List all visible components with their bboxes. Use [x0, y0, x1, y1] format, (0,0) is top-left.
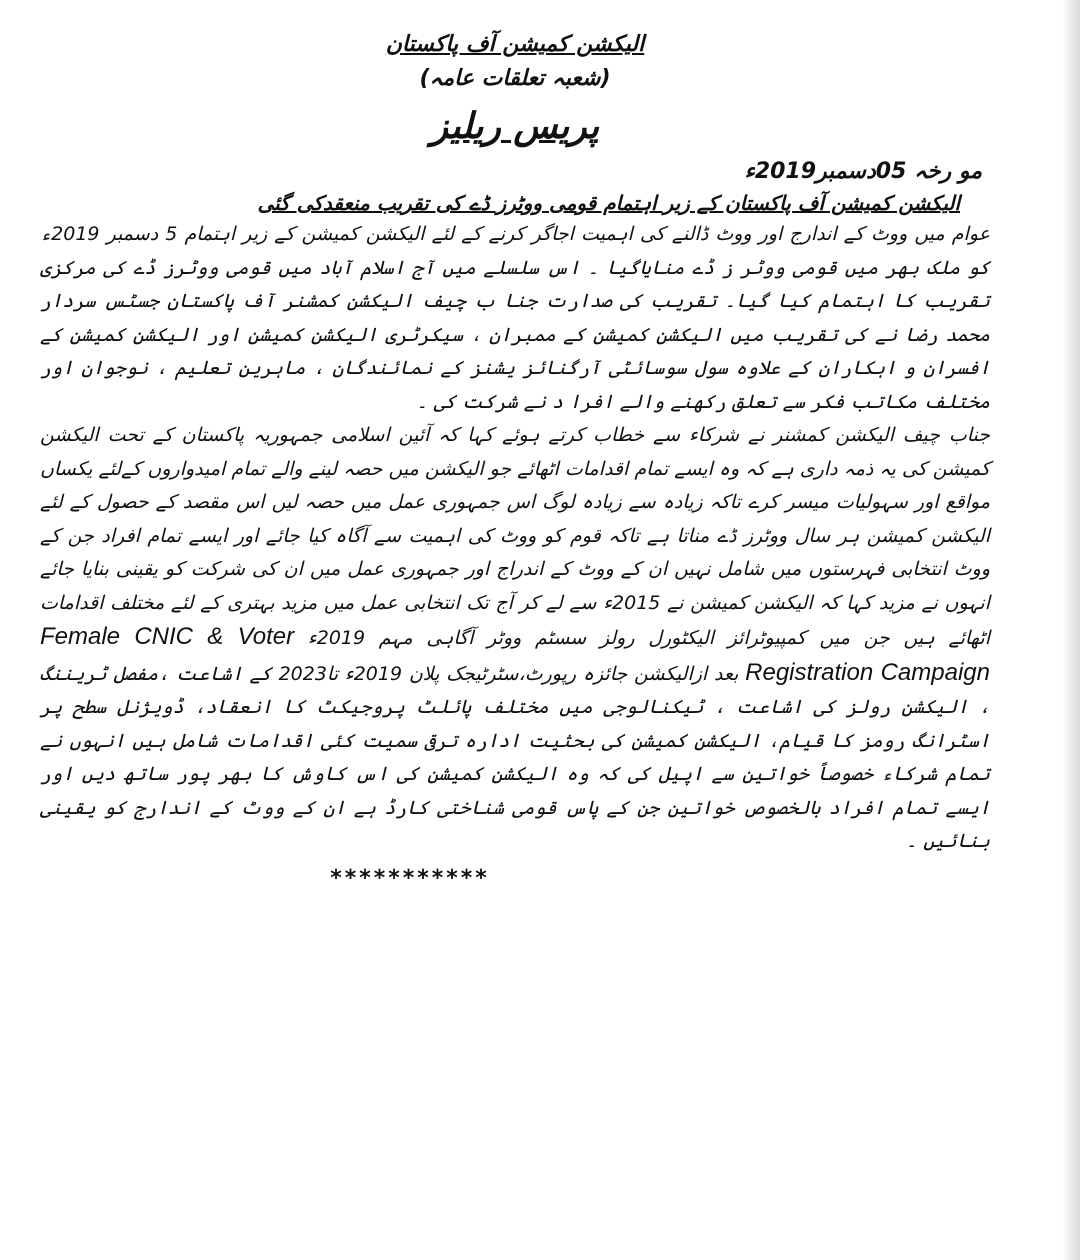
- news-headline: الیکشن کمیشن آف پاکستان کے زیر اہتمام قومی ووٹرز ڈے کی تقریب منعقدکی گئی: [257, 191, 960, 215]
- page-edge-shadow: [1062, 0, 1080, 1260]
- paragraph-2-part-1: جناب چیف الیکشن کمشنر نے شرکاء سے خطاب کرتے ہوئے کہا کہ آئین اسلامی جمہوریہ پاکستان کے تحت الیکشن کمیشن کی یہ ذمہ داری ہے کہ وہ ایسے تمام اقدامات اٹھائے جو الیکشن میں حصہ لینے والے تمام امیدواروں کےلئے یکساں مواقع اور سہولیات میسر کرے تاکہ زیادہ سے زیادہ لوگ اس جمہوری عمل میں حصہ لیں اس مقصد کے حصول کے لئے الیکشن کمیشن ہر سال ووٹرز ڈے مناتا ہے تاکہ قوم کو ووٹ کی اہمیت سے آگاہ کیا جائے اور ایسے تمام افراد جن کے ووٹ انتخابی فہرستوں میں شامل نہیں ان کے ووٹ کے اندراج اور جمہوری عمل میں ان کی شرکت کو یقینی بنایا جائے انہوں نے مزید کہا کہ الیکشن کمیشن نے 2015ء سے لے کر آج تک انتخابی عمل میں مزید بہتری کے لئے مختلف اقدامات اٹھائے ہیں جن میں کمپیوٹرائز الیکٹورل رولز سسٹم ووٹر آگاہی مہم 2019ء: [40, 424, 991, 649]
- department-title: (شعبہ تعلقات عامہ): [419, 66, 611, 91]
- end-marker: ***********: [330, 865, 490, 891]
- document-body: [40, 28, 990, 895]
- paragraph-2: [40, 419, 990, 859]
- organization-title: الیکشن کمیشن آف پاکستان: [385, 32, 645, 57]
- campaign-name-english: Female CNIC & Voter Registration Campaign: [40, 623, 990, 686]
- paragraph-1: عوام میں ووٹ کے اندارج اور ووٹ ڈالنے کی اہمیت اجاگر کرنے کے لئے الیکشن کمیشن کے زیر اہتمام 5 دسمبر 2019ء کو ملک بھر میں قومی ووٹر ز ڈے منایاگیا ۔ اس سلسلے میں آج اسلام آباد میں قومی ووٹرز ڈے کی مرکزی تقریب کا اہتمام کیا گیا۔ تقریب کی صدارت جنا ب چیف الیکشن کمشنر آف پاکستان جسٹس سردار محمد رضا نے کی تقریب میں الیکشن کمیشن کے ممبران ، سیکرٹری الیکشن کمیشن اور الیکشن کمیشن کے افسران و اہکاران کے علاوہ سول سوسائٹی آرگنائز یشنز کے نمائندگان ، ماہرین تعلیم ، نوجوان اور مختلف مکاتب فکر سے تعلق رکھنے والے افرا د نے شرکت کی ۔: [40, 223, 990, 413]
- release-date: مو رخہ 05دسمبر2019ء: [744, 159, 982, 184]
- press-release-heading: پریس ریلیز: [430, 106, 600, 147]
- paragraph-2-part-2: بعد ازالیکشن جائزہ رپورٹ،سٹرٹیجک پلان 2019ء تا2023 کے اشاعت ،مفصل ٹریننگ ، الیکشن رولز کی اشاعت ، ٹیکنالوجی میں مختلف پائلٹ پروجیکٹ کا انعقاد، ڈویژنل سطح پر اسٹرانگ رومز کا قیام، الیکشن کمیشن کی بحثیت ادارہ ترقی سمیت کئی اقدامات شامل ہیں انہوں نے تمام شرکاء خصوصاً خواتین سے اپیل کی کہ وہ الیکشن کمیشن کی اس کاوش کا بھر پور ساتھ دیں اور ایسے تمام افراد بالخصوص خواتین جن کے پاس قومی شناختی کارڈ ہے ان کے ووٹ کے اندارج کو یقینی بنائیں ۔: [40, 662, 990, 852]
